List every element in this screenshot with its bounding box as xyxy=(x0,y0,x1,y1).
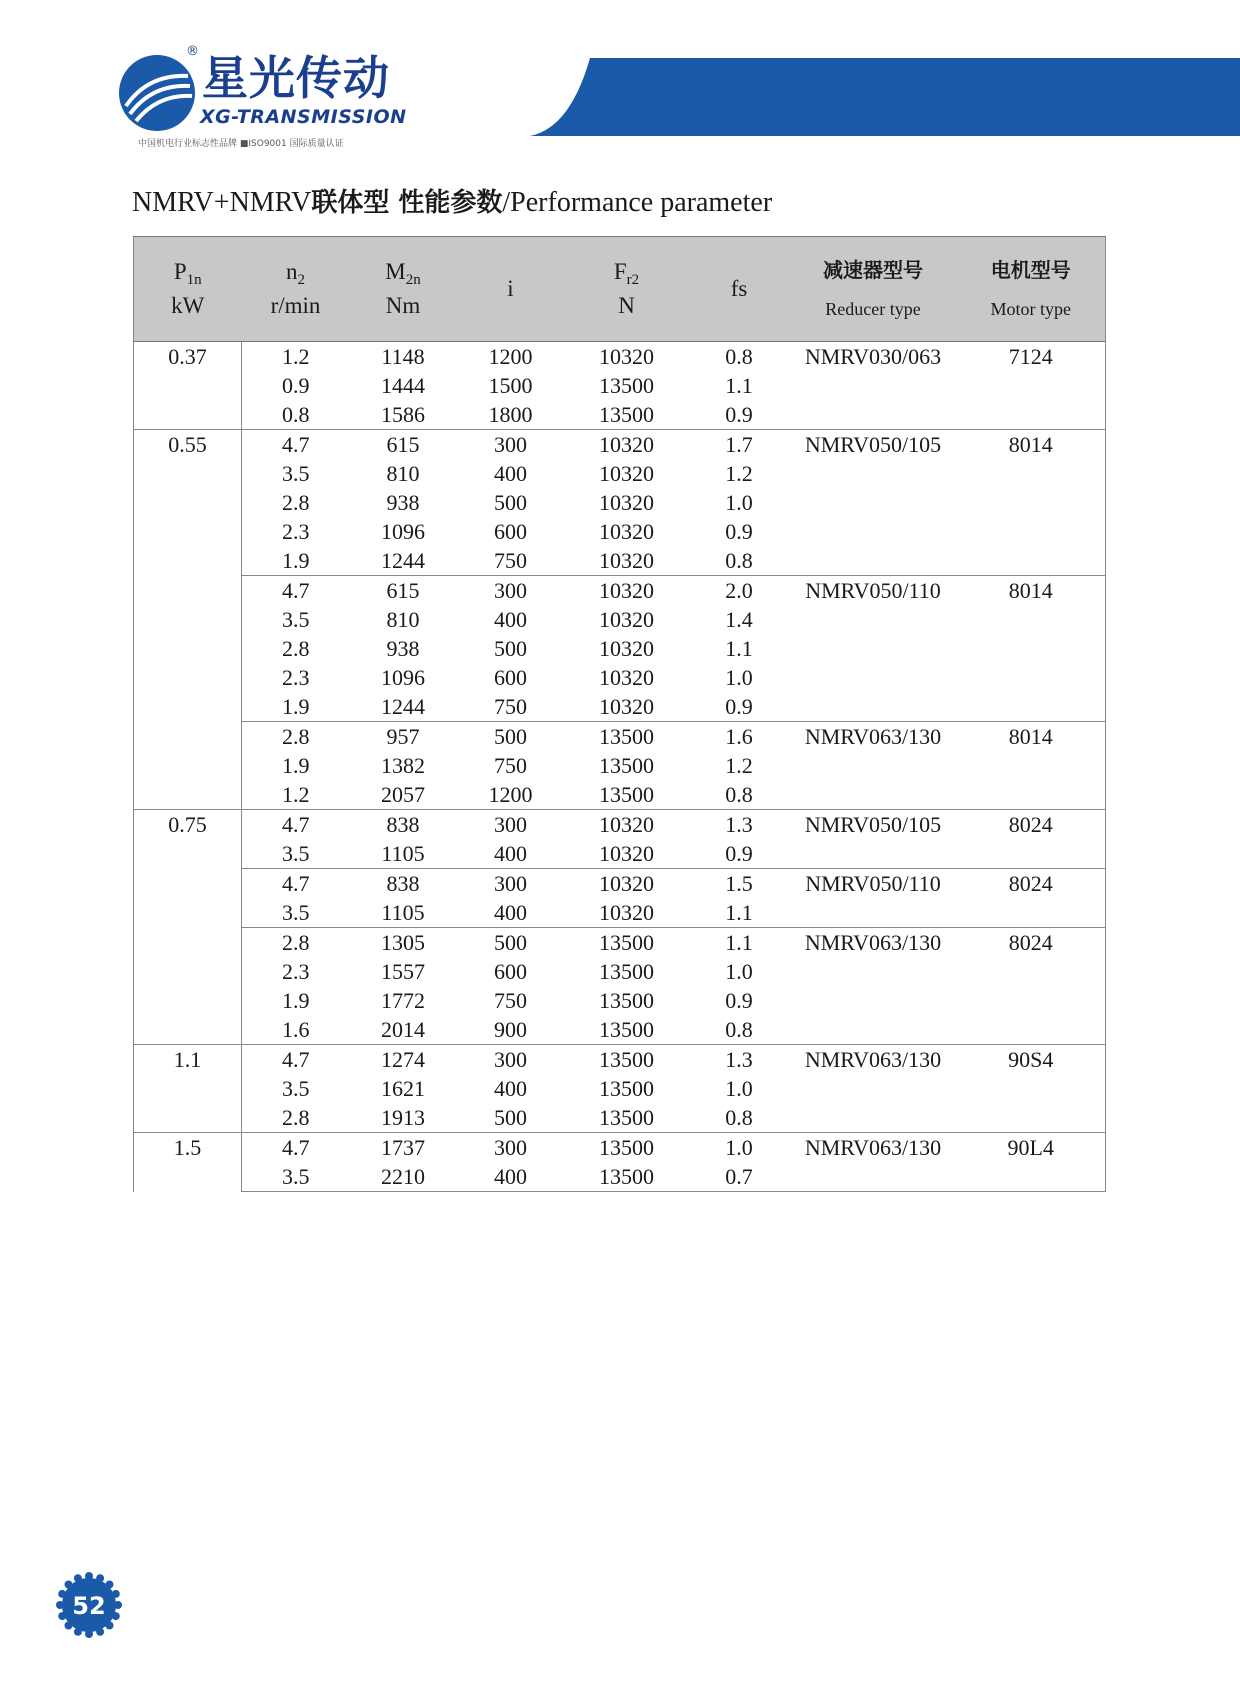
motor-type-cell xyxy=(957,371,1106,400)
table-row xyxy=(134,605,1106,634)
motor-type-cell xyxy=(957,780,1106,810)
header-speed: $n_2$ r/min xyxy=(242,237,350,342)
ratio-cell: 900 xyxy=(494,1017,527,1042)
torque-cell: 1444 xyxy=(381,373,425,398)
table-row xyxy=(134,1133,1106,1163)
radial-load-cell: 10320 xyxy=(599,841,654,866)
service-factor-cell: 0.9 xyxy=(725,694,753,719)
service-factor-cell: 1.1 xyxy=(689,928,790,958)
torque-cell: 810 xyxy=(386,607,420,632)
ratio-cell: 500 xyxy=(494,1105,527,1130)
ratio-cell: 600 xyxy=(494,665,527,690)
service-factor-cell: 1.3 xyxy=(689,810,790,840)
speed-cell: 1.9 xyxy=(282,694,310,719)
speed-cell: 3.5 xyxy=(282,461,310,486)
service-factor-cell: 1.7 xyxy=(689,430,790,460)
service-factor-cell: 2.0 xyxy=(689,576,790,606)
service-factor-cell: 1.0 xyxy=(725,490,753,515)
radial-load-cell: 10320 xyxy=(599,665,654,690)
motor-type-cell xyxy=(957,488,1106,517)
table-row xyxy=(134,898,1106,928)
motor-type-cell: 90S4 xyxy=(957,1045,1106,1075)
radial-load-cell: 10320 xyxy=(599,461,654,486)
motor-type-cell xyxy=(957,1015,1106,1045)
speed-cell: 4.7 xyxy=(242,869,350,899)
reducer-type-cell: NMRV063/130 xyxy=(790,722,957,752)
torque-cell: 1621 xyxy=(381,1076,425,1101)
radial-load-cell: 13500 xyxy=(599,988,654,1013)
reducer-type-cell: NMRV030/063 xyxy=(790,342,957,372)
motor-type-cell: 8014 xyxy=(957,430,1106,460)
reducer-type-cell xyxy=(790,692,957,722)
radial-load-cell: 13500 xyxy=(599,373,654,398)
speed-cell: 3.5 xyxy=(282,841,310,866)
header-ratio: i xyxy=(457,237,565,342)
table-row xyxy=(134,810,1106,840)
motor-type-cell: 8024 xyxy=(957,810,1106,840)
ratio-cell: 400 xyxy=(494,461,527,486)
speed-cell: 1.2 xyxy=(282,782,310,807)
torque-cell: 1096 xyxy=(381,665,425,690)
performance-table xyxy=(133,236,1106,1192)
reducer-type-cell xyxy=(790,605,957,634)
power-cell: 0.37 xyxy=(134,342,242,430)
table-row xyxy=(134,459,1106,488)
torque-cell: 1913 xyxy=(381,1105,425,1130)
motor-type-cell xyxy=(957,605,1106,634)
torque-cell: 1305 xyxy=(350,928,457,958)
service-factor-cell: 1.2 xyxy=(725,753,753,778)
motor-type-cell xyxy=(957,517,1106,546)
header-power: $P_{1n}$ kW xyxy=(134,237,242,342)
motor-type-cell xyxy=(957,986,1106,1015)
table-row xyxy=(134,692,1106,722)
service-factor-cell: 0.9 xyxy=(725,988,753,1013)
reducer-type-cell xyxy=(790,634,957,663)
service-factor-cell: 0.8 xyxy=(725,548,753,573)
speed-cell: 2.8 xyxy=(282,1105,310,1130)
torque-cell: 938 xyxy=(386,636,420,661)
motor-type-cell xyxy=(957,957,1106,986)
ratio-cell: 300 xyxy=(457,576,565,606)
power-cell: 0.75 xyxy=(134,810,242,1045)
service-factor-cell: 0.8 xyxy=(725,1105,753,1130)
ratio-cell: 1500 xyxy=(488,373,533,398)
service-factor-cell: 1.1 xyxy=(725,900,753,925)
ratio-cell: 1200 xyxy=(457,342,565,372)
radial-load-cell: 10320 xyxy=(599,490,654,515)
speed-cell: 2.8 xyxy=(242,928,350,958)
brand-emblem-icon xyxy=(118,54,196,132)
ratio-cell: 400 xyxy=(494,607,527,632)
radial-load-cell: 13500 xyxy=(599,1105,654,1130)
radial-load-cell: 10320 xyxy=(565,576,689,606)
radial-load-cell: 13500 xyxy=(599,402,654,427)
speed-cell: 1.6 xyxy=(282,1017,310,1042)
motor-type-cell xyxy=(957,751,1106,780)
table-header-row xyxy=(134,237,1106,342)
reducer-type-cell: NMRV050/105 xyxy=(790,430,957,460)
motor-type-cell xyxy=(957,1162,1106,1192)
table-row xyxy=(134,722,1106,752)
table-row xyxy=(134,839,1106,869)
table-row xyxy=(134,634,1106,663)
service-factor-cell: 0.8 xyxy=(725,782,753,807)
ratio-cell: 300 xyxy=(457,869,565,899)
service-factor-cell: 1.2 xyxy=(725,461,753,486)
service-factor-cell: 1.0 xyxy=(725,665,753,690)
radial-load-cell: 13500 xyxy=(599,753,654,778)
ratio-cell: 300 xyxy=(457,1045,565,1075)
radial-load-cell: 13500 xyxy=(599,1076,654,1101)
ratio-cell: 750 xyxy=(494,988,527,1013)
torque-cell: 1382 xyxy=(381,753,425,778)
ratio-cell: 500 xyxy=(494,636,527,661)
ratio-cell: 400 xyxy=(457,1162,565,1192)
reducer-type-cell xyxy=(790,1015,957,1045)
power-cell: 0.55 xyxy=(134,430,242,810)
reducer-type-cell xyxy=(790,986,957,1015)
table-row xyxy=(134,488,1106,517)
header-reducer-type: 减速器型号 Reducer type xyxy=(790,237,957,342)
torque-cell: 810 xyxy=(386,461,420,486)
service-factor-cell: 1.1 xyxy=(725,636,753,661)
ratio-cell: 300 xyxy=(457,430,565,460)
radial-load-cell: 13500 xyxy=(599,1017,654,1042)
torque-cell: 615 xyxy=(350,576,457,606)
torque-cell: 1244 xyxy=(381,548,425,573)
speed-cell: 1.9 xyxy=(282,548,310,573)
reducer-type-cell xyxy=(790,1162,957,1192)
ratio-cell: 600 xyxy=(494,519,527,544)
motor-type-cell xyxy=(957,1074,1106,1103)
motor-type-cell xyxy=(957,546,1106,576)
service-factor-cell: 0.9 xyxy=(725,519,753,544)
service-factor-cell: 1.3 xyxy=(689,1045,790,1075)
service-factor-cell: 1.6 xyxy=(689,722,790,752)
torque-cell: 957 xyxy=(350,722,457,752)
radial-load-cell: 13500 xyxy=(565,928,689,958)
ratio-cell: 300 xyxy=(457,1133,565,1163)
table-body xyxy=(134,342,1106,1192)
registered-mark: ® xyxy=(186,44,199,59)
speed-cell: 4.7 xyxy=(242,576,350,606)
title-suffix: /Performance parameter xyxy=(502,187,773,218)
ratio-cell: 600 xyxy=(494,959,527,984)
service-factor-cell: 0.9 xyxy=(725,841,753,866)
table-row xyxy=(134,517,1106,546)
radial-load-cell: 10320 xyxy=(599,694,654,719)
speed-cell: 0.9 xyxy=(282,373,310,398)
reducer-type-cell xyxy=(790,957,957,986)
radial-load-cell: 10320 xyxy=(565,430,689,460)
reducer-type-cell xyxy=(790,663,957,692)
reducer-type-cell: NMRV050/105 xyxy=(790,810,957,840)
motor-type-cell: 8024 xyxy=(957,928,1106,958)
title-cn: 联体型 性能参数 xyxy=(311,188,503,218)
radial-load-cell: 10320 xyxy=(599,607,654,632)
ratio-cell: 750 xyxy=(494,548,527,573)
motor-type-cell: 90L4 xyxy=(957,1133,1106,1163)
speed-cell: 1.9 xyxy=(282,988,310,1013)
torque-cell: 1274 xyxy=(350,1045,457,1075)
table-row xyxy=(134,371,1106,400)
header-radial-load: $F_{r2}$ N xyxy=(565,237,689,342)
reducer-type-cell: NMRV063/130 xyxy=(790,1045,957,1075)
torque-cell: 1096 xyxy=(381,519,425,544)
reducer-type-cell xyxy=(790,1074,957,1103)
table-row xyxy=(134,751,1106,780)
table-row xyxy=(134,1074,1106,1103)
speed-cell: 2.8 xyxy=(242,722,350,752)
ratio-cell: 750 xyxy=(494,694,527,719)
speed-cell: 2.3 xyxy=(282,519,310,544)
radial-load-cell: 13500 xyxy=(599,959,654,984)
ratio-cell: 400 xyxy=(494,841,527,866)
ratio-cell: 400 xyxy=(494,1076,527,1101)
torque-cell: 838 xyxy=(350,810,457,840)
ratio-cell: 300 xyxy=(457,810,565,840)
table-row xyxy=(134,986,1106,1015)
motor-type-cell xyxy=(957,692,1106,722)
radial-load-cell: 10320 xyxy=(599,548,654,573)
table-row xyxy=(134,1015,1106,1045)
torque-cell: 2210 xyxy=(350,1162,457,1192)
service-factor-cell: 1.5 xyxy=(689,869,790,899)
radial-load-cell: 10320 xyxy=(599,900,654,925)
table-row xyxy=(134,1162,1106,1192)
speed-cell: 2.8 xyxy=(282,636,310,661)
torque-cell: 1772 xyxy=(381,988,425,1013)
radial-load-cell: 10320 xyxy=(565,810,689,840)
table-row xyxy=(134,1103,1106,1133)
speed-cell: 4.7 xyxy=(242,810,350,840)
table-row xyxy=(134,576,1106,606)
ratio-cell: 500 xyxy=(457,928,565,958)
service-factor-cell: 0.7 xyxy=(689,1162,790,1192)
radial-load-cell: 10320 xyxy=(565,869,689,899)
torque-cell: 615 xyxy=(350,430,457,460)
reducer-type-cell xyxy=(790,371,957,400)
reducer-type-cell xyxy=(790,517,957,546)
table-row xyxy=(134,546,1106,576)
motor-type-cell: 7124 xyxy=(957,342,1106,372)
motor-type-cell xyxy=(957,400,1106,430)
motor-type-cell xyxy=(957,898,1106,928)
service-factor-cell: 1.0 xyxy=(725,1076,753,1101)
ratio-cell: 1800 xyxy=(488,402,533,427)
speed-cell: 3.5 xyxy=(282,607,310,632)
header-motor-type: 电机型号 Motor type xyxy=(957,237,1106,342)
speed-cell: 1.2 xyxy=(242,342,350,372)
motor-type-cell xyxy=(957,839,1106,869)
page-title xyxy=(132,182,772,219)
reducer-type-cell: NMRV063/130 xyxy=(790,928,957,958)
header-service-factor: fs xyxy=(689,237,790,342)
service-factor-cell: 1.0 xyxy=(689,1133,790,1163)
reducer-type-cell xyxy=(790,459,957,488)
radial-load-cell: 13500 xyxy=(565,722,689,752)
torque-cell: 2057 xyxy=(381,782,425,807)
service-factor-cell: 1.4 xyxy=(725,607,753,632)
title-prefix: NMRV+NMRV xyxy=(132,187,312,218)
speed-cell: 4.7 xyxy=(242,430,350,460)
speed-cell: 2.8 xyxy=(282,490,310,515)
table-row xyxy=(134,400,1106,430)
torque-cell: 1105 xyxy=(381,900,425,925)
torque-cell: 1737 xyxy=(350,1133,457,1163)
speed-cell: 0.8 xyxy=(282,402,310,427)
motor-type-cell xyxy=(957,459,1106,488)
reducer-type-cell xyxy=(790,780,957,810)
table-row xyxy=(134,928,1106,958)
speed-cell: 1.9 xyxy=(282,753,310,778)
power-cell: 1.5 xyxy=(134,1133,242,1192)
service-factor-cell: 0.8 xyxy=(725,1017,753,1042)
motor-type-cell xyxy=(957,663,1106,692)
reducer-type-cell: NMRV063/130 xyxy=(790,1133,957,1163)
reducer-type-cell xyxy=(790,488,957,517)
motor-type-cell: 8014 xyxy=(957,576,1106,606)
power-cell: 1.1 xyxy=(134,1045,242,1133)
radial-load-cell: 10320 xyxy=(565,342,689,372)
service-factor-cell: 1.0 xyxy=(725,959,753,984)
table-row xyxy=(134,430,1106,460)
ratio-cell: 750 xyxy=(494,753,527,778)
torque-cell: 1105 xyxy=(381,841,425,866)
torque-cell: 1557 xyxy=(381,959,425,984)
reducer-type-cell xyxy=(790,751,957,780)
reducer-type-cell xyxy=(790,546,957,576)
motor-type-cell: 8014 xyxy=(957,722,1106,752)
torque-cell: 1244 xyxy=(381,694,425,719)
radial-load-cell: 10320 xyxy=(599,519,654,544)
table-row xyxy=(134,869,1106,899)
ratio-cell: 1200 xyxy=(488,782,533,807)
speed-cell: 3.5 xyxy=(282,1076,310,1101)
page-number: 52 xyxy=(72,1592,106,1620)
reducer-type-cell xyxy=(790,400,957,430)
ratio-cell: 500 xyxy=(457,722,565,752)
service-factor-cell: 0.8 xyxy=(689,342,790,372)
reducer-type-cell xyxy=(790,898,957,928)
torque-cell: 1148 xyxy=(350,342,457,372)
ratio-cell: 400 xyxy=(494,900,527,925)
service-factor-cell: 1.1 xyxy=(725,373,753,398)
ratio-cell: 500 xyxy=(494,490,527,515)
motor-type-cell xyxy=(957,1103,1106,1133)
brand-name-cn: 星光传动 xyxy=(202,51,390,105)
radial-load-cell: 13500 xyxy=(599,782,654,807)
torque-cell: 2014 xyxy=(381,1017,425,1042)
table-row xyxy=(134,780,1106,810)
radial-load-cell: 10320 xyxy=(599,636,654,661)
header-banner xyxy=(530,58,1240,136)
speed-cell: 3.5 xyxy=(282,900,310,925)
header-torque: $M_{2n}$ Nm xyxy=(350,237,457,342)
radial-load-cell: 13500 xyxy=(565,1162,689,1192)
motor-type-cell: 8024 xyxy=(957,869,1106,899)
speed-cell: 4.7 xyxy=(242,1045,350,1075)
radial-load-cell: 13500 xyxy=(565,1045,689,1075)
motor-type-cell xyxy=(957,634,1106,663)
reducer-type-cell: NMRV050/110 xyxy=(790,869,957,899)
brand-logo xyxy=(118,44,418,154)
brand-tagline: 中国机电行业标志性品牌 ■ISO9001 国际质量认证 xyxy=(138,139,344,149)
service-factor-cell: 0.9 xyxy=(725,402,753,427)
torque-cell: 938 xyxy=(386,490,420,515)
speed-cell: 2.3 xyxy=(282,665,310,690)
torque-cell: 1586 xyxy=(381,402,425,427)
table-row xyxy=(134,342,1106,372)
table-row xyxy=(134,1045,1106,1075)
reducer-type-cell xyxy=(790,839,957,869)
page-number-badge xyxy=(56,1572,122,1638)
speed-cell: 3.5 xyxy=(242,1162,350,1192)
speed-cell: 2.3 xyxy=(282,959,310,984)
table-row xyxy=(134,663,1106,692)
speed-cell: 4.7 xyxy=(242,1133,350,1163)
reducer-type-cell: NMRV050/110 xyxy=(790,576,957,606)
brand-name-en: XG-TRANSMISSION xyxy=(200,106,407,128)
radial-load-cell: 13500 xyxy=(565,1133,689,1163)
reducer-type-cell xyxy=(790,1103,957,1133)
table-row xyxy=(134,957,1106,986)
torque-cell: 838 xyxy=(350,869,457,899)
